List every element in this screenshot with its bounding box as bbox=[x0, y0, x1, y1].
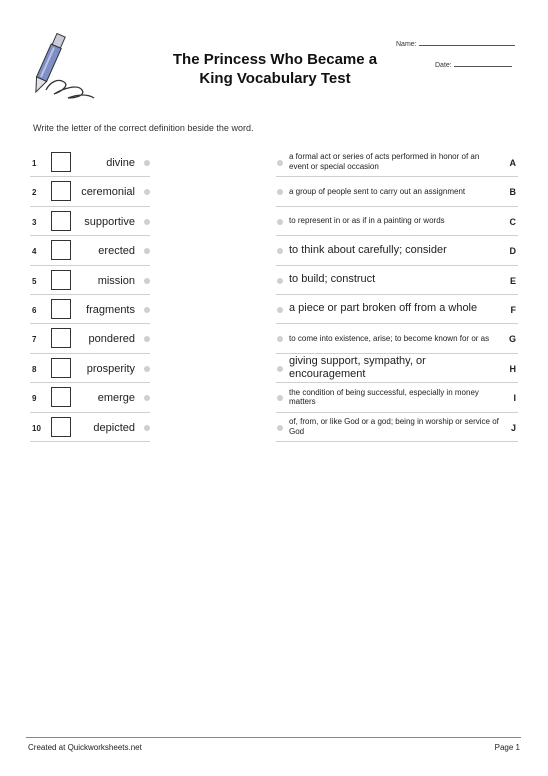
name-field[interactable] bbox=[396, 38, 515, 48]
definition-row bbox=[276, 207, 518, 236]
word-number: 10 bbox=[32, 423, 41, 433]
answer-box[interactable] bbox=[51, 328, 71, 348]
date-blank[interactable] bbox=[454, 59, 512, 67]
word-row bbox=[30, 266, 150, 295]
definition-row bbox=[276, 354, 518, 383]
word-row bbox=[30, 177, 150, 206]
definition-row bbox=[276, 148, 518, 177]
definition-text: a piece or part broken off from a whole bbox=[289, 302, 478, 315]
date-field[interactable] bbox=[435, 59, 512, 69]
vocabulary-word: prosperity bbox=[86, 362, 135, 375]
match-dot-icon bbox=[277, 278, 283, 284]
date-label: Date: bbox=[435, 62, 452, 69]
match-dot-icon bbox=[277, 307, 283, 313]
answer-box[interactable] bbox=[51, 417, 71, 437]
definition-letter: D bbox=[509, 246, 516, 257]
answer-box[interactable] bbox=[51, 181, 71, 201]
pen-logo-icon bbox=[30, 28, 98, 104]
vocabulary-word: ceremonial bbox=[81, 186, 135, 199]
word-number: 2 bbox=[32, 188, 37, 198]
word-row bbox=[30, 148, 150, 177]
answer-box[interactable] bbox=[51, 299, 71, 319]
word-number: 5 bbox=[32, 276, 37, 286]
word-number: 6 bbox=[32, 305, 37, 315]
definition-letter: E bbox=[509, 275, 516, 286]
answer-box[interactable] bbox=[51, 270, 71, 290]
word-list bbox=[30, 148, 150, 442]
word-number: 1 bbox=[32, 159, 37, 168]
word-row bbox=[30, 354, 150, 383]
vocabulary-word: depicted bbox=[93, 421, 135, 434]
definition-text: of, from, or like God or a god; being in worship or service of God bbox=[289, 416, 499, 436]
definition-letter: H bbox=[509, 363, 516, 374]
word-row bbox=[30, 383, 150, 412]
definition-row bbox=[276, 236, 518, 265]
definition-row bbox=[276, 324, 518, 353]
definition-text: a group of people sent to carry out an assignment bbox=[289, 186, 466, 196]
footer-credit: Created at Quickworksheets.net bbox=[28, 743, 142, 752]
match-dot-icon bbox=[144, 160, 150, 166]
answer-box[interactable] bbox=[51, 152, 71, 172]
match-dot-icon bbox=[144, 336, 150, 342]
definition-letter: G bbox=[508, 334, 516, 345]
match-dot-icon bbox=[144, 219, 150, 225]
match-dot-icon bbox=[277, 219, 283, 225]
match-dot-icon bbox=[144, 189, 150, 195]
definition-text: a formal act or series of acts performed in honor of an event or special occasion bbox=[289, 152, 480, 171]
answer-box[interactable] bbox=[51, 358, 71, 378]
match-dot-icon bbox=[144, 248, 150, 254]
definition-letter: B bbox=[509, 187, 516, 198]
word-row bbox=[30, 324, 150, 353]
definition-letter: I bbox=[513, 393, 516, 404]
match-dot-icon bbox=[277, 395, 283, 401]
match-dot-icon bbox=[277, 366, 283, 372]
word-number: 3 bbox=[32, 217, 37, 227]
instructions-text: Write the letter of the correct definition beside the word. bbox=[33, 123, 254, 133]
definition-row bbox=[276, 383, 518, 412]
vocabulary-word: pondered bbox=[88, 333, 135, 346]
answer-box[interactable] bbox=[51, 387, 71, 407]
definition-text: to think about carefully; consider bbox=[289, 243, 447, 256]
definition-text: to represent in or as if in a painting or words bbox=[289, 215, 445, 225]
word-row bbox=[30, 236, 150, 265]
vocabulary-word: erected bbox=[98, 245, 135, 258]
word-row bbox=[30, 295, 150, 324]
definition-letter: J bbox=[510, 422, 516, 433]
word-number: 8 bbox=[32, 364, 37, 374]
match-dot-icon bbox=[277, 189, 283, 195]
definition-letter: C bbox=[509, 216, 516, 227]
answer-box[interactable] bbox=[51, 211, 71, 231]
definition-row bbox=[276, 177, 518, 206]
vocabulary-word: emerge bbox=[97, 392, 135, 405]
definition-letter: A bbox=[509, 158, 516, 168]
definition-row bbox=[276, 295, 518, 324]
definition-text: giving support, sympathy, or encouragement bbox=[289, 354, 426, 380]
definition-text: to come into existence, arise; to become known for or as bbox=[289, 333, 490, 343]
match-dot-icon bbox=[277, 248, 283, 254]
match-dot-icon bbox=[144, 395, 150, 401]
answer-box[interactable] bbox=[51, 240, 71, 260]
match-dot-icon bbox=[277, 425, 283, 431]
match-dot-icon bbox=[144, 425, 150, 431]
word-row bbox=[30, 207, 150, 236]
vocabulary-word: divine bbox=[106, 157, 135, 169]
name-label: Name: bbox=[396, 41, 417, 48]
definition-row bbox=[276, 413, 518, 442]
match-dot-icon bbox=[144, 278, 150, 284]
definition-list bbox=[276, 148, 518, 442]
vocabulary-word: supportive bbox=[84, 215, 135, 228]
match-dot-icon bbox=[277, 160, 283, 166]
definition-letter: F bbox=[510, 304, 516, 315]
vocabulary-word: mission bbox=[97, 274, 135, 287]
title-line-2: King Vocabulary Test bbox=[199, 70, 351, 87]
match-dot-icon bbox=[144, 307, 150, 313]
word-number: 7 bbox=[32, 335, 37, 345]
page-title bbox=[150, 50, 400, 88]
match-dot-icon bbox=[277, 336, 283, 342]
title-line-1: The Princess Who Became a bbox=[172, 51, 378, 68]
match-dot-icon bbox=[144, 366, 150, 372]
definition-text: the condition of being successful, especially in money matters bbox=[289, 387, 479, 407]
word-number: 4 bbox=[32, 247, 37, 257]
footer-page-number: Page 1 bbox=[494, 743, 520, 752]
word-number: 9 bbox=[32, 394, 37, 404]
footer-divider bbox=[26, 737, 521, 738]
definition-text: to build; construct bbox=[289, 272, 376, 285]
word-row bbox=[30, 413, 150, 442]
name-blank[interactable] bbox=[419, 38, 515, 46]
vocabulary-word: fragments bbox=[86, 303, 135, 316]
definition-row bbox=[276, 266, 518, 295]
